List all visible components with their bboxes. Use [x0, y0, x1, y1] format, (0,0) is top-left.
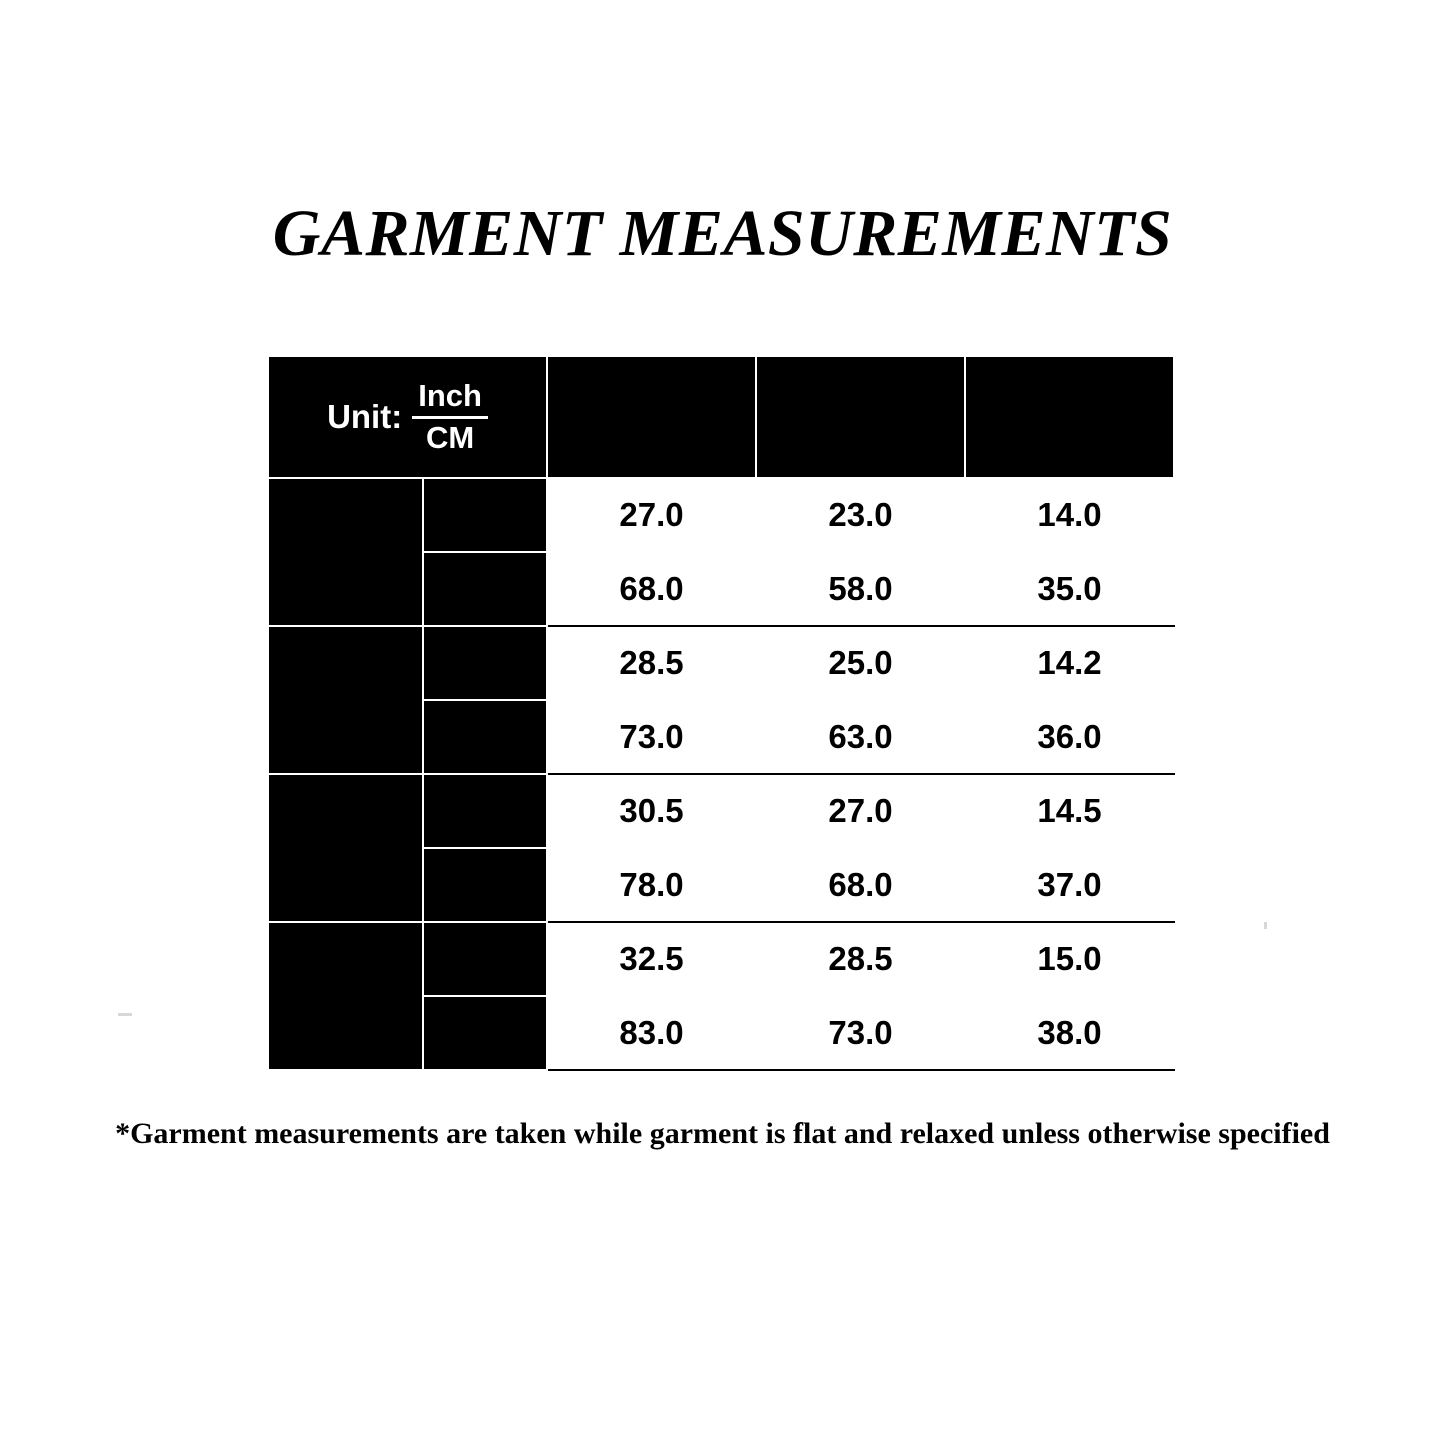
value-l-cm-bust: 78.0: [547, 848, 756, 922]
unit-label-xl-inch: Inch: [423, 922, 547, 996]
unit-label-xl-cm: CM: [423, 996, 547, 1070]
value-xl-cm-hem: 73.0: [756, 996, 965, 1070]
column-header-length: Length: [965, 356, 1174, 478]
value-l-cm-length: 37.0: [965, 848, 1174, 922]
size-label-m: M: [268, 626, 423, 774]
unit-label-l-inch: Inch: [423, 774, 547, 848]
unit-label-l-cm: CM: [423, 848, 547, 922]
table-header-row: [268, 356, 1174, 478]
page-title: GARMENT MEASUREMENTS: [272, 197, 1173, 270]
value-s-cm-bust: 68.0: [547, 552, 756, 626]
unit-header-denominator: CM: [425, 419, 475, 455]
footnote-text: *Garment measurements are taken while garment is flat and relaxed unless otherwise specified: [115, 1117, 1330, 1150]
table-row: [268, 478, 1174, 552]
unit-header-label: Unit:: [327, 398, 403, 435]
value-xl-inch-hem: 28.5: [756, 922, 965, 996]
value-xl-cm-bust: 83.0: [547, 996, 756, 1070]
unit-header-numerator: Inch: [418, 377, 482, 413]
table-row: [268, 774, 1174, 848]
value-s-cm-length: 35.0: [965, 552, 1174, 626]
value-m-inch-hem: 25.0: [756, 626, 965, 700]
value-xl-cm-length: 38.0: [965, 996, 1174, 1070]
value-s-inch-length: 14.0: [965, 478, 1174, 552]
value-s-inch-hem: 23.0: [756, 478, 965, 552]
unit-label-s-inch: Inch: [423, 478, 547, 552]
unit-label-m-cm: CM: [423, 700, 547, 774]
page-artifact-speck: [1264, 922, 1267, 929]
table-row: [268, 626, 1174, 700]
unit-label-m-inch: Inch: [423, 626, 547, 700]
value-m-cm-length: 36.0: [965, 700, 1174, 774]
value-l-inch-length: 14.5: [965, 774, 1174, 848]
size-label-s: S: [268, 478, 423, 626]
size-label-xl: XL: [268, 922, 423, 1070]
value-s-cm-hem: 58.0: [756, 552, 965, 626]
size-label-l: L: [268, 774, 423, 922]
unit-header-cell: [268, 356, 547, 478]
value-m-cm-hem: 63.0: [756, 700, 965, 774]
measurements-table-container: [267, 355, 1173, 1071]
value-m-inch-length: 14.2: [965, 626, 1174, 700]
column-header-hem: Hem: [756, 356, 965, 478]
unit-header-fraction: [412, 379, 488, 455]
value-s-inch-bust: 27.0: [547, 478, 756, 552]
value-l-inch-hem: 27.0: [756, 774, 965, 848]
table-row: [268, 922, 1174, 996]
value-l-cm-hem: 68.0: [756, 848, 965, 922]
column-header-bust: Bust: [547, 356, 756, 478]
value-l-inch-bust: 30.5: [547, 774, 756, 848]
value-m-inch-bust: 28.5: [547, 626, 756, 700]
value-m-cm-bust: 73.0: [547, 700, 756, 774]
value-xl-inch-bust: 32.5: [547, 922, 756, 996]
measurements-table: [267, 355, 1175, 1071]
unit-label-s-cm: CM: [423, 552, 547, 626]
page-artifact-speck: [118, 1013, 132, 1016]
value-xl-inch-length: 15.0: [965, 922, 1174, 996]
